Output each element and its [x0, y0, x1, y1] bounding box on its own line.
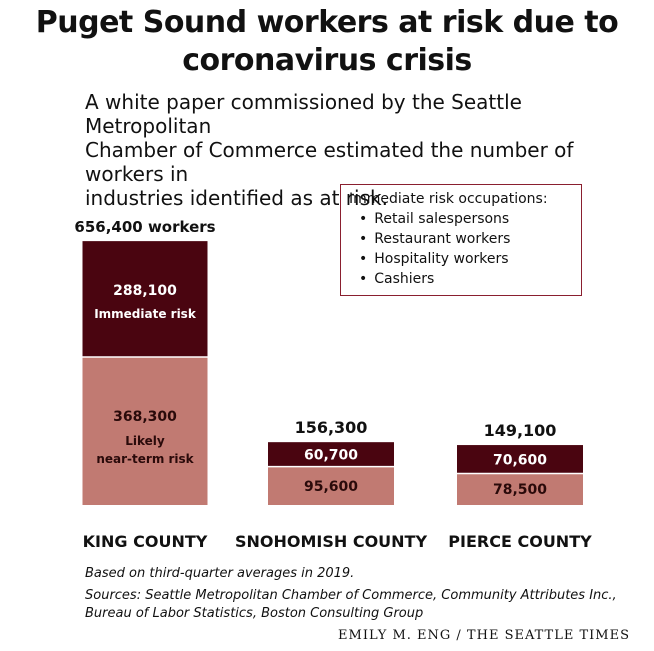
- segment-value-label: 78,500: [492, 482, 548, 499]
- bar-total-label: 149,100: [483, 421, 557, 441]
- category-label: SNOHOMISH COUNTY: [234, 532, 428, 551]
- category-label: KING COUNTY: [82, 532, 208, 551]
- bar-total-label: 656,400 workers: [74, 218, 216, 237]
- segment-note-label: near-term risk: [96, 451, 194, 466]
- chart-title: [0, 4, 654, 80]
- segment-value-label: 60,700: [303, 447, 359, 464]
- footnotes: [85, 565, 645, 623]
- segment-value-label: 70,600: [492, 452, 548, 469]
- sources-line-2: Bureau of Labor Statistics, Boston Consulting Group: [85, 606, 424, 621]
- category-label: PIERCE COUNTY: [448, 532, 592, 551]
- byline-credit: EMILY M. ENG / THE SEATTLE TIMES: [338, 628, 630, 643]
- segment-value-label: 288,100: [113, 283, 177, 300]
- subtitle-line-1: A white paper commissioned by the Seattle Metropolitan: [85, 90, 522, 138]
- legend-heading: Immediate risk occupations:: [349, 191, 548, 207]
- title-line-1: Puget Sound workers at risk due to: [35, 5, 619, 40]
- segment-note-label: Likely: [125, 433, 165, 448]
- bar-segment-likely: [83, 357, 208, 505]
- immediate-risk-legend-box: [340, 184, 582, 296]
- legend-item: • Retail salespersons: [349, 209, 573, 229]
- subtitle-line-3: industries identified as at risk.: [85, 186, 388, 210]
- subtitle-line-2: Chamber of Commerce estimated the number of workers in: [85, 138, 574, 186]
- sources-line-1: Sources: Seattle Metropolitan Chamber of Commerce, Community Attributes Inc.,: [85, 588, 617, 603]
- legend-item: • Restaurant workers: [349, 229, 573, 249]
- segment-value-label: 95,600: [303, 478, 359, 495]
- legend-item: • Cashiers: [349, 269, 573, 289]
- basis-note: Based on third-quarter averages in 2019.: [85, 566, 355, 581]
- title-line-2: coronavirus crisis: [182, 43, 472, 78]
- legend-item: • Hospitality workers: [349, 249, 573, 269]
- segment-note-label: Immediate risk: [94, 307, 196, 322]
- bar-total-label: 156,300: [294, 418, 368, 438]
- segment-value-label: 368,300: [113, 408, 177, 425]
